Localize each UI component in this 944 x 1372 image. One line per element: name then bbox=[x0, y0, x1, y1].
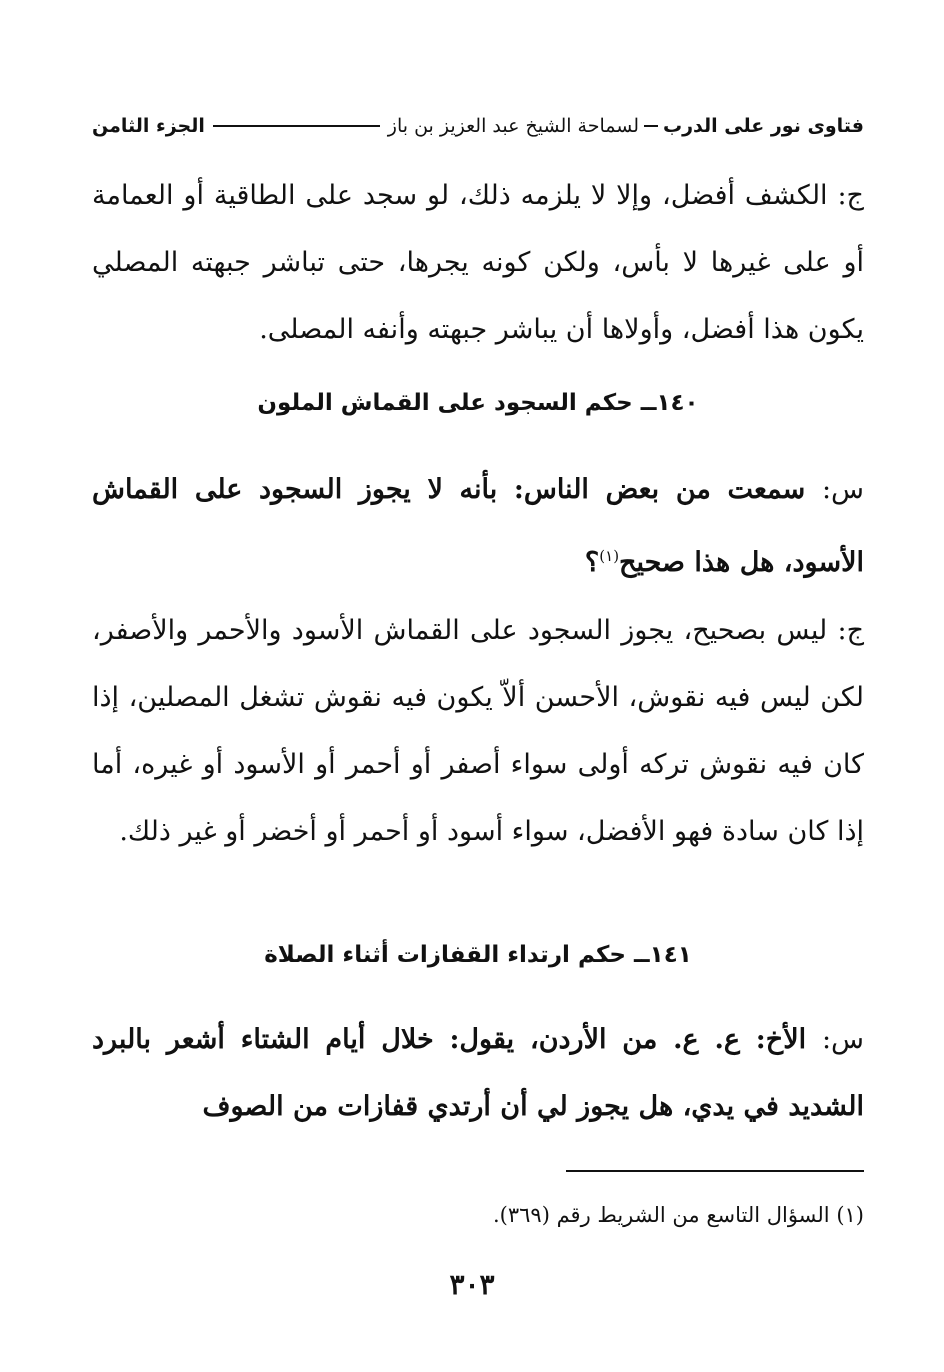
question-text: سمعت من بعض الناس: بأنه لا يجوز السجود على القماش الأسود، هل هذا صحيح bbox=[92, 474, 864, 578]
section-heading-140: ١٤٠ــ حكم السجود على القماش الملون bbox=[257, 390, 699, 416]
footnote: (١) السؤال التاسع من الشريط رقم (٣٦٩). bbox=[492, 1203, 864, 1227]
running-header bbox=[92, 108, 864, 144]
section-heading-141: ١٤١ــ حكم ارتداء القفازات أثناء الصلاة bbox=[264, 942, 692, 968]
header-rule bbox=[213, 125, 380, 127]
answer-prefix: ج: bbox=[837, 180, 864, 211]
question-end-mark: ؟ bbox=[584, 547, 600, 578]
header-volume: الجزء الثامن bbox=[92, 115, 205, 137]
question-text: الأخ: ع. ع. من الأردن، يقول: خلال أيام الشتاء أشعر بالبرد الشديد في يدي، هل يجوز لي أن أرتدي قفازات من الصوف bbox=[92, 1024, 864, 1122]
answer-prefix: ج: bbox=[837, 615, 864, 646]
answer-paragraph-140 bbox=[92, 597, 864, 865]
footnote-separator bbox=[566, 1170, 864, 1172]
answer-text: ليس بصحيح، يجوز السجود على القماش الأسود والأحمر والأصفر، لكن ليس فيه نقوش، الأحسن ألاّ يكون فيه نقوش تشغل المصلين، إذا كان فيه نقوش تركه أولى سواء أصفر أو أحمر أو الأسود أو غيره، أما إذا كان سادة فهو الأفضل، سواء أسود أو أحمر أو أخضر أو غير ذلك. bbox=[92, 615, 864, 847]
page-number: ٣٠٣ bbox=[449, 1268, 495, 1301]
question-paragraph-141 bbox=[92, 1006, 864, 1140]
question-prefix: س: bbox=[821, 1024, 864, 1055]
answer-text: الكشف أفضل، وإلا لا يلزمه ذلك، لو سجد على الطاقية أو العمامة أو على غيرها لا بأس، ولكن كونه يجرها، حتى تباشر جبهته المصلي يكون هذا أفضل، وأولاها أن يباشر جبهته وأنفه المصلى. bbox=[92, 180, 864, 345]
question-paragraph-140 bbox=[92, 456, 864, 596]
answer-paragraph-intro bbox=[92, 162, 864, 363]
footnote-reference[interactable]: (١) bbox=[599, 547, 620, 565]
header-dash bbox=[644, 125, 658, 127]
question-prefix: س: bbox=[821, 474, 864, 505]
header-author: لسماحة الشيخ عبد العزيز بن باز bbox=[387, 115, 639, 137]
header-series-title: فتاوى نور على الدرب bbox=[663, 115, 864, 137]
